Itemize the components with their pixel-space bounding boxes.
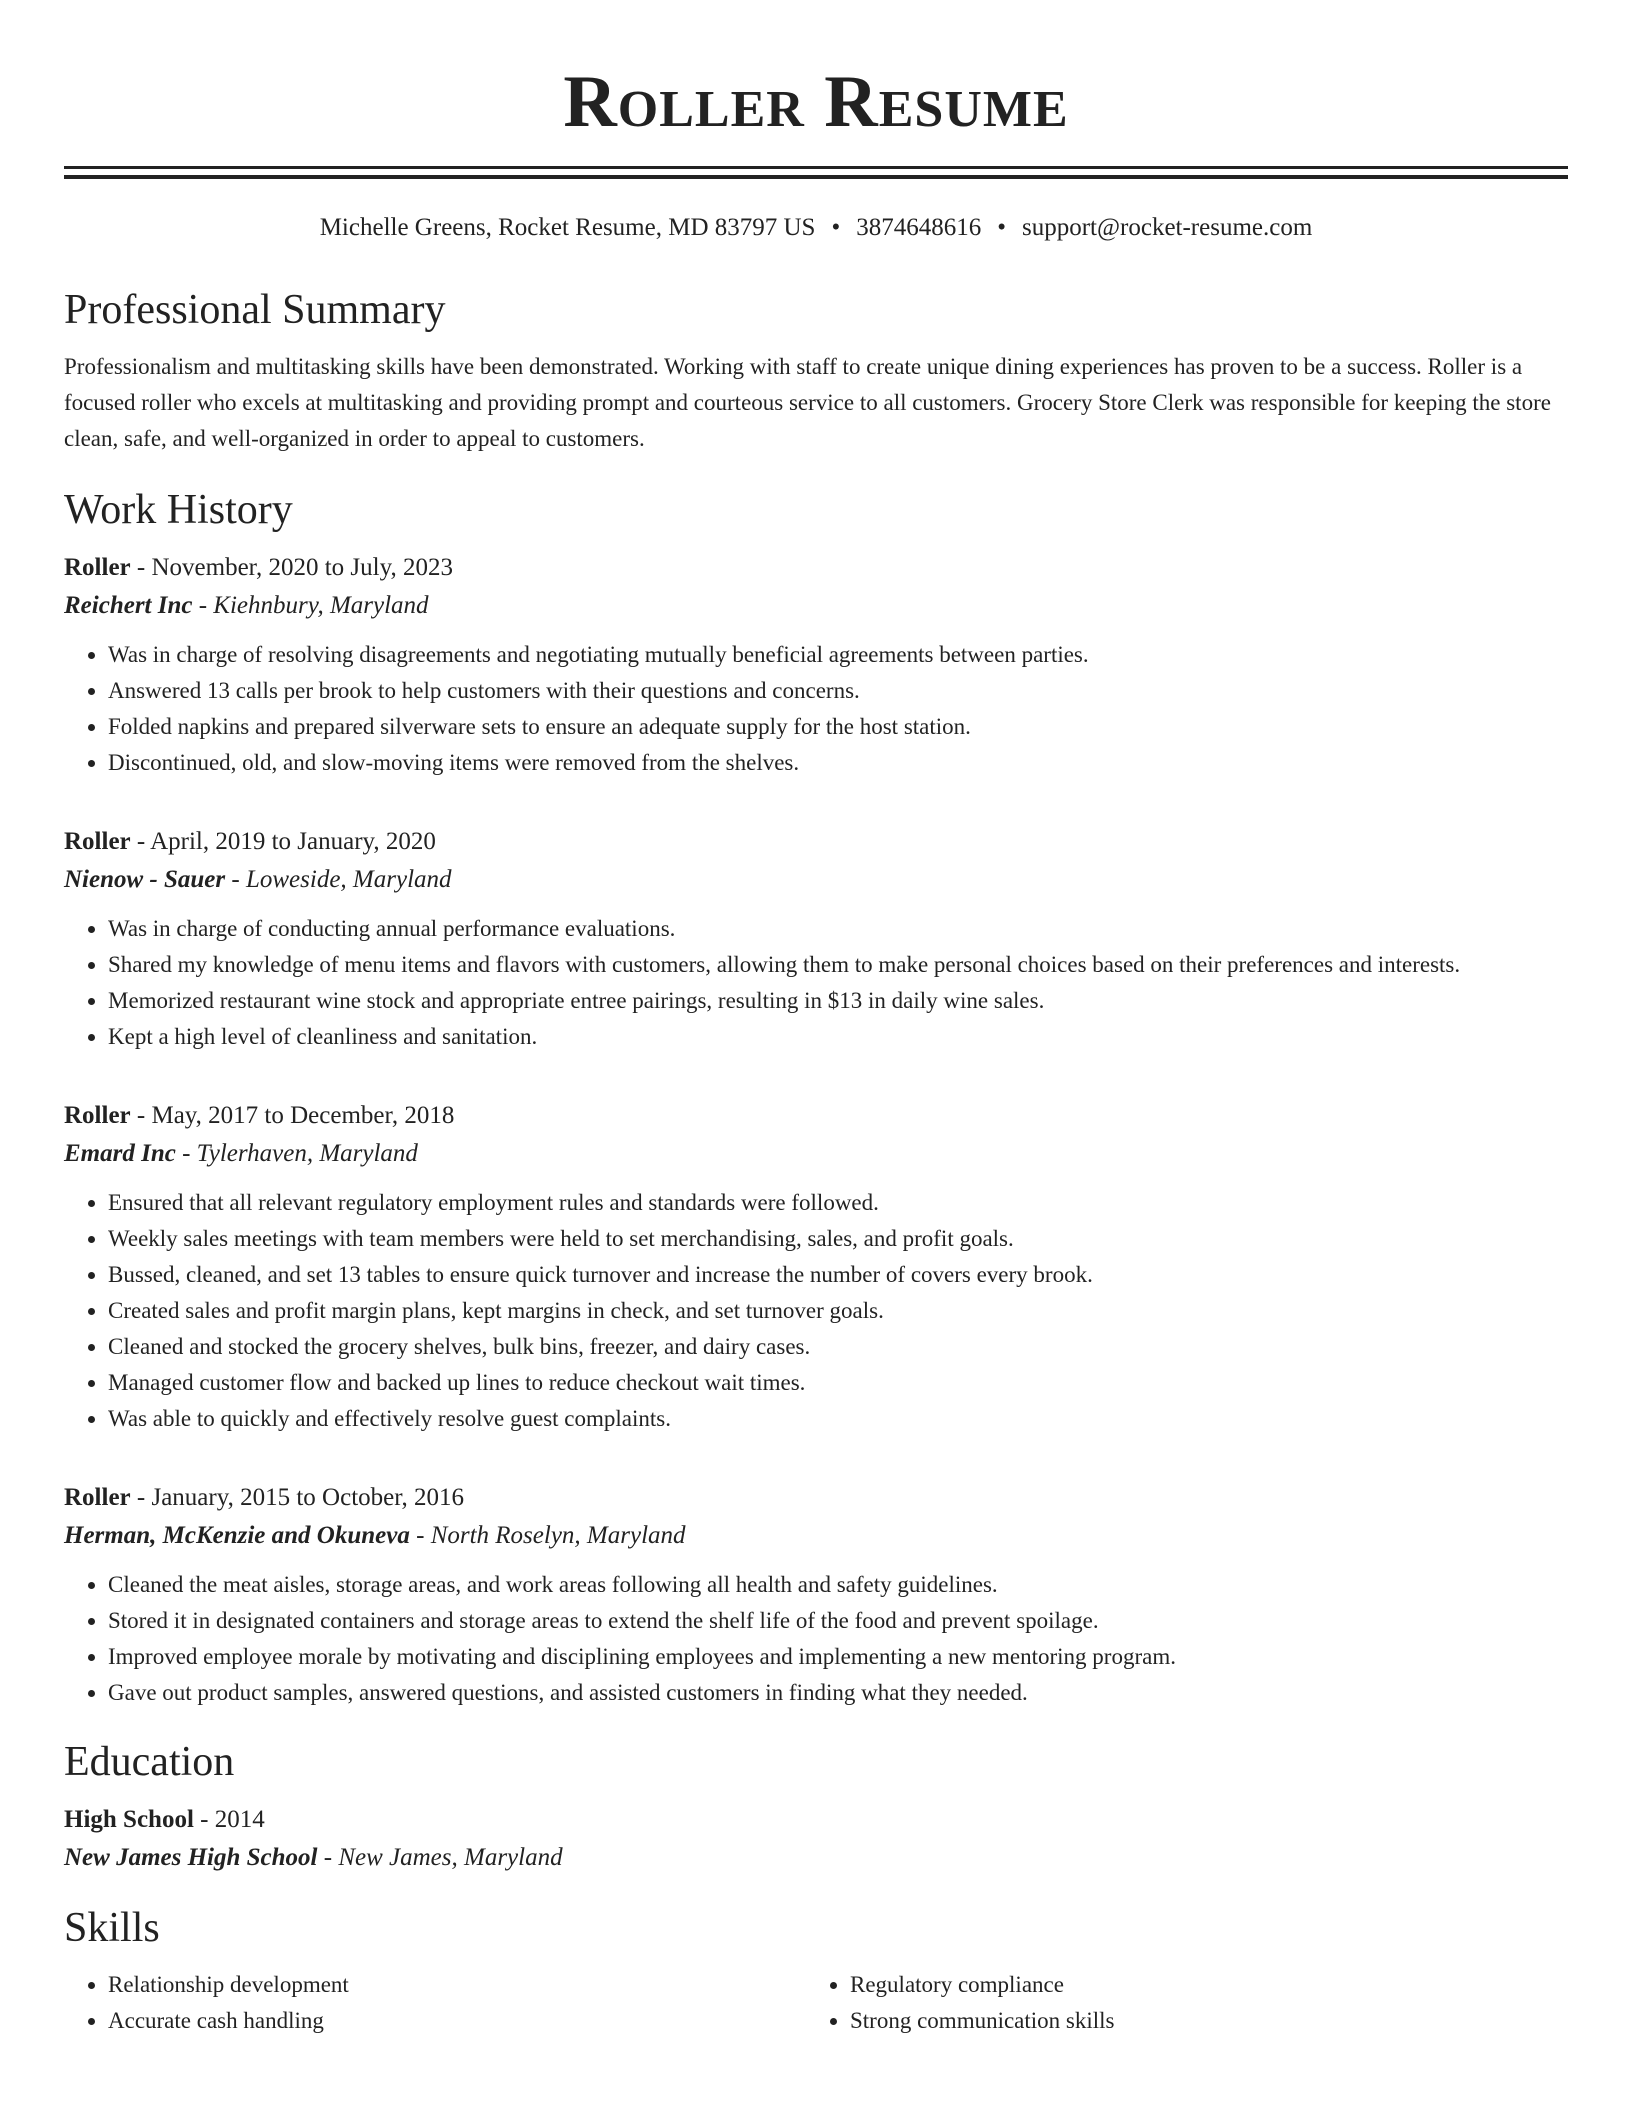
job-company-line xyxy=(64,1517,1568,1555)
job-duty-item: • Cleaned and stocked the grocery shelves, bulk bins, freezer, and dairy cases. xyxy=(108,1329,1568,1365)
skills-heading: Skills xyxy=(64,1905,160,1951)
job-title-line xyxy=(64,1097,1568,1135)
education-entry xyxy=(64,1801,1568,1877)
summary-text: Professionalism and multitasking skills have been demonstrated. Working with staff to create unique dining experiences has proven to be a success. Roller is a focused roller who excels at multitasking and providing prompt and courteous service to all customers. Grocery Store Clerk was responsible for keeping the store clean, safe, and well-organized in order to appeal to customers. xyxy=(64,354,1551,451)
job-duties-list xyxy=(64,911,1568,1055)
education-school-line xyxy=(64,1839,1568,1877)
title-divider-bottom xyxy=(64,175,1568,179)
job-duty-item: • Stored it in designated containers and storage areas to extend the shelf life of the food and prevent spoilage. xyxy=(108,1603,1568,1639)
job-dash: - xyxy=(175,1140,197,1167)
job-company-line xyxy=(64,587,1568,625)
job-duties-list xyxy=(64,637,1568,781)
skill-item: • Regulatory compliance xyxy=(850,1967,1548,2003)
skills-column-left xyxy=(64,1967,806,2039)
education-degree: High School xyxy=(64,1806,194,1833)
job-duty-item: • Answered 13 calls per brook to help customers with their questions and concerns. xyxy=(108,673,1568,709)
contact-separator: • xyxy=(831,214,841,241)
job-entry xyxy=(64,1097,1568,1437)
job-duty-item: • Managed customer flow and backed up lines to reduce checkout wait times. xyxy=(108,1365,1568,1401)
job-duty-item: • Weekly sales meetings with team members were held to set merchandising, sales, and profit goals. xyxy=(108,1221,1568,1257)
education-dash: - xyxy=(193,1806,215,1833)
job-role: Roller xyxy=(64,554,131,581)
job-dates: May, 2017 to December, 2018 xyxy=(151,1102,455,1129)
job-duty-item: • Was in charge of resolving disagreements and negotiating mutually beneficial agreements between parties. xyxy=(108,637,1568,673)
contact-line xyxy=(64,213,1568,243)
job-location: Loweside, Maryland xyxy=(245,866,452,893)
job-duty-item: • Was in charge of conducting annual performance evaluations. xyxy=(108,911,1568,947)
contact-separator: • xyxy=(997,214,1006,241)
job-dash: - xyxy=(409,1522,431,1549)
work-history-list xyxy=(64,549,1568,1711)
job-company: Emard Inc xyxy=(64,1140,176,1167)
job-location: Tylerhaven, Maryland xyxy=(196,1140,418,1167)
job-dash: - xyxy=(130,554,152,581)
job-company-line xyxy=(64,861,1568,899)
job-dash: - xyxy=(192,592,214,619)
contact-phone: 3874648616 xyxy=(856,214,982,241)
job-dates: November, 2020 to July, 2023 xyxy=(151,554,453,581)
job-duty-item: • Cleaned the meat aisles, storage areas, and work areas following all health and safety guidelines. xyxy=(108,1567,1568,1603)
contact-address: Michelle Greens, Rocket Resume, MD 83797 US xyxy=(319,214,816,241)
job-dash: - xyxy=(225,866,246,893)
job-role: Roller xyxy=(64,1102,131,1129)
job-dates: April, 2019 to January, 2020 xyxy=(150,828,436,855)
job-company: Herman, McKenzie and Okuneva xyxy=(64,1522,410,1549)
summary-heading: Professional Summary xyxy=(64,287,446,333)
job-title-line xyxy=(64,1479,1568,1517)
education-dash: - xyxy=(317,1844,339,1871)
job-duty-item: • Improved employee morale by motivating and disciplining employees and implementing a new mentoring program. xyxy=(108,1639,1568,1675)
job-role: Roller xyxy=(64,828,131,855)
job-dash: - xyxy=(130,1484,152,1511)
job-duty-item: • Created sales and profit margin plans, kept margins in check, and set turnover goals. xyxy=(108,1293,1568,1329)
education-location: New James, Maryland xyxy=(338,1844,563,1871)
education-heading: Education xyxy=(64,1739,235,1785)
education-year: 2014 xyxy=(214,1806,265,1833)
skill-item: • Strong communication skills xyxy=(850,2003,1548,2039)
title-divider-top xyxy=(64,166,1568,169)
contact-email: support@rocket-resume.com xyxy=(1022,214,1313,241)
job-dates: January, 2015 to October, 2016 xyxy=(151,1484,465,1511)
job-duty-item: • Was able to quickly and effectively resolve guest complaints. xyxy=(108,1401,1568,1437)
resume-title: Roller Resume xyxy=(563,61,1069,143)
job-duty-item: • Folded napkins and prepared silverware sets to ensure an adequate supply for the host station. xyxy=(108,709,1568,745)
job-title-line xyxy=(64,549,1568,587)
job-duties-list xyxy=(64,1185,1568,1437)
skills-column-right xyxy=(806,1967,1548,2039)
education-school: New James High School xyxy=(64,1844,318,1871)
job-duty-item: • Discontinued, old, and slow-moving items were removed from the shelves. xyxy=(108,745,1568,781)
job-company-line xyxy=(64,1135,1568,1173)
job-duty-item: • Memorized restaurant wine stock and appropriate entree pairings, resulting in $13 in daily wine sales. xyxy=(108,983,1568,1019)
job-entry xyxy=(64,549,1568,781)
skill-item: • Accurate cash handling xyxy=(108,2003,806,2039)
job-role: Roller xyxy=(64,1484,131,1511)
resume-page xyxy=(64,0,1568,2039)
skills-list xyxy=(64,1967,1568,2039)
job-dash: - xyxy=(130,828,151,855)
job-duty-item: • Bussed, cleaned, and set 13 tables to ensure quick turnover and increase the number of covers every brook. xyxy=(108,1257,1568,1293)
skill-item: • Relationship development xyxy=(108,1967,806,2003)
job-company: Reichert Inc xyxy=(64,592,193,619)
job-duty-item: • Ensured that all relevant regulatory employment rules and standards were followed. xyxy=(108,1185,1568,1221)
education-degree-line xyxy=(64,1801,1568,1839)
job-title-line xyxy=(64,823,1568,861)
job-duty-item: • Shared my knowledge of menu items and flavors with customers, allowing them to make personal choices based on their preferences and interests. xyxy=(108,947,1568,983)
job-entry xyxy=(64,1479,1568,1711)
job-duty-item: • Gave out product samples, answered questions, and assisted customers in finding what they needed. xyxy=(108,1675,1568,1711)
job-duties-list xyxy=(64,1567,1568,1711)
job-dash: - xyxy=(130,1102,152,1129)
job-company: Nienow - Sauer xyxy=(64,866,226,893)
job-duty-item: • Kept a high level of cleanliness and sanitation. xyxy=(108,1019,1568,1055)
job-location: North Roselyn, Maryland xyxy=(430,1522,686,1549)
job-entry xyxy=(64,823,1568,1055)
work-history-heading: Work History xyxy=(64,487,293,533)
job-location: Kiehnbury, Maryland xyxy=(213,592,429,619)
